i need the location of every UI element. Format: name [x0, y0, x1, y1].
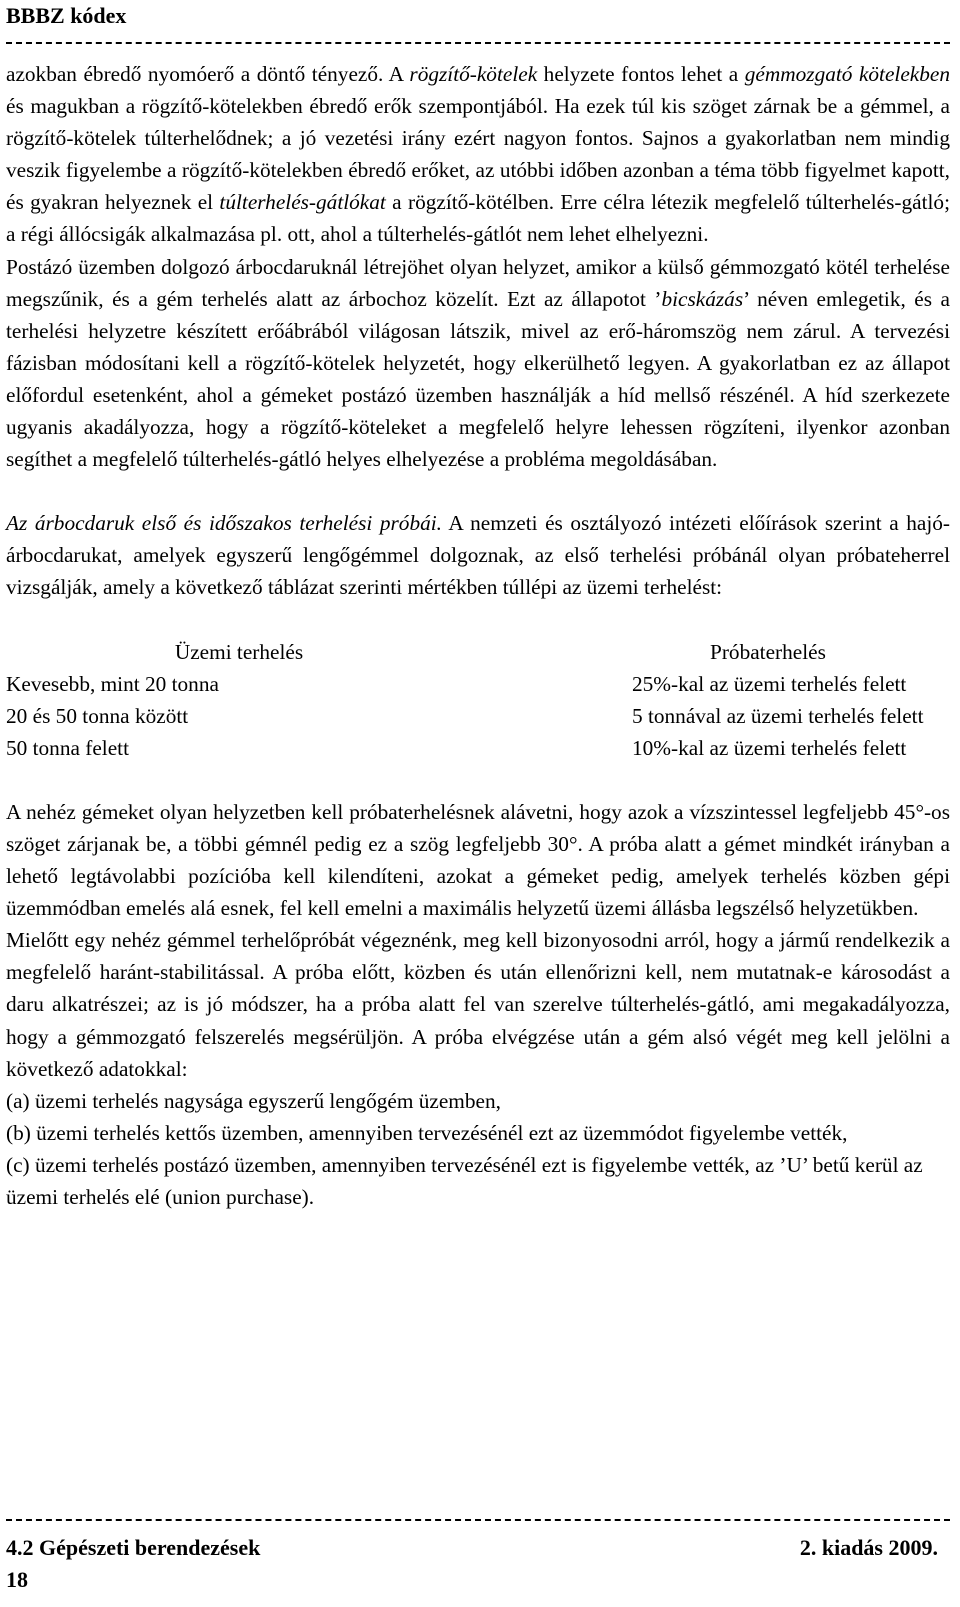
- list-item: (b) üzemi terhelés kettős üzemben, amennyiben tervezésénél ezt az üzemmódot figyelembe vették,: [6, 1120, 848, 1145]
- table-header-cell: Próbaterhelés: [710, 639, 826, 664]
- header-title: BBBZ kódex: [6, 3, 127, 28]
- header-divider: [6, 42, 950, 44]
- list-item: (a) üzemi terhelés nagysága egyszerű lengőgém üzemben,: [6, 1088, 501, 1113]
- table-header-cell: Üzemi terhelés: [174, 639, 304, 664]
- list-item: (c) üzemi terhelés postázó üzemben, amennyiben tervezésénél ezt is figyelembe vették, az ’U’ betű kerül az üzemi terhelés elé (union purchase).: [6, 1152, 923, 1209]
- table-row: [6, 668, 950, 700]
- footer-divider: [6, 1519, 950, 1521]
- paragraph-2: Postázó üzemben dolgozó árbocdaruknál létrejöhet olyan helyzet, amikor a külső gémmozgató kötél terhelése megszűnik, és a gém terhelés alatt az árbochoz közelít. Ezt az állapotot ’bicskázás’ néven emlegetik, és a terhelési helyzetre készített erőábrából világosan látszik, mivel az erő-háromszög nem zárul. A tervezési fázisban módosítani kell a rögzítő-kötelek helyzetét, hogy elkerülhető legyen. A gyakorlatban ez az állapot előfordul esetenként, ahol a gémeket postázó üzemben használják a híd mellső részénél. A híd szerkezete ugyanis akadályozza, hogy a rögzítő-köteleket a megfelelő helyre lehessen rögzíteni, ilyenkor azonban segíthet a megfelelő túlterhelés-gátló helyes elhelyezése a probléma megoldásában.: [6, 254, 950, 472]
- paragraph-1: azokban ébredő nyomóerő a döntő tényező. A rögzítő-kötelek helyzete fontos lehet a gémmozgató kötelekben és magukban a rögzítő-kötelekben ébredő erők szempontjából. Ha ezek túl kis szöget zárnak be a gémmel, a rögzítő-kötelek túlterhelődnek; a jó vezetési irány ezért nagyon fontos. Sajnos a gyakorlatban nem mindig veszik figyelembe a rögzítő-kötelekben ébredő erőket, az utóbbi időben azonban a téma több figyelmet kapott, és gyakran helyeznek el túlterhelés-gátlókat a rögzítő-kötélben. Erre célra létezik megfelelő túlterhelés-gátló; a régi állócsigák alkalmazása pl. ott, ahol a túlterhelés-gátlót nem lehet elhelyezni.: [6, 62, 950, 247]
- table-row: [6, 732, 950, 764]
- table-cell: 25%-kal az üzemi terhelés felett: [632, 671, 907, 696]
- table-cell: 5 tonnával az üzemi terhelés felett: [632, 703, 924, 728]
- paragraph-5: Mielőtt egy nehéz gémmel terhelőpróbát végeznénk, meg kell bizonyosodni arról, hogy a jármű rendelkezik a megfelelő haránt-stabilitással. A próba előtt, közben és után ellenőrizni kell, nem mutatnak-e károsodást a daru alkatrészei; az is jó módszer, ha a próba alatt fel van szerelve túlterhelés-gátló, ami megakadályozza, hogy a gémmozgató felszerelés megsérüljön. A próba elvégzése után a gém alsó végét meg kell jelölni a következő adatokkal:: [6, 928, 950, 1081]
- table-cell: 20 és 50 tonna között: [6, 703, 189, 728]
- table-cell: Kevesebb, mint 20 tonna: [6, 671, 219, 696]
- footer-section-title: 4.2 Gépészeti berendezések: [6, 1535, 261, 1560]
- paragraph-4: A nehéz gémeket olyan helyzetben kell próbaterhelésnek alávetni, hogy azok a vízszintessel legfeljebb 45°-os szöget zárjanak be, a többi gémnél pedig ez a szög legfeljebb 30°. A próba alatt a gémet mindkét irányban a lehető legtávolabbi pozícióba kell kilendíteni, azokat a gémeket pedig, amelyek terhelés közben gépi üzemmódban emelés alá esnek, fel kell emelni a maximális helyzetű üzemi állásba legszélső helyzetükben.: [6, 799, 950, 921]
- page-number: 18: [6, 1567, 28, 1592]
- table-row: [6, 700, 950, 732]
- paragraph-3: Az árbocdaruk első és időszakos terhelési próbái. A nemzeti és osztályozó intézeti előírások szerint a hajó-árbocdarukat, amelyek egyszerű lengőgémmel dolgoznak, az első terhelési próbánál olyan próbateherrel vizsgálják, amely a következő táblázat szerinti mértékben túllépi az üzemi terhelést:: [6, 511, 950, 600]
- table-header-row: [6, 636, 950, 668]
- body-text: [6, 58, 950, 1213]
- load-test-table: [6, 636, 950, 764]
- footer-edition: 2. kiadás 2009.: [799, 1535, 938, 1560]
- table-cell: 50 tonna felett: [6, 735, 130, 760]
- table-cell: 10%-kal az üzemi terhelés felett: [632, 735, 907, 760]
